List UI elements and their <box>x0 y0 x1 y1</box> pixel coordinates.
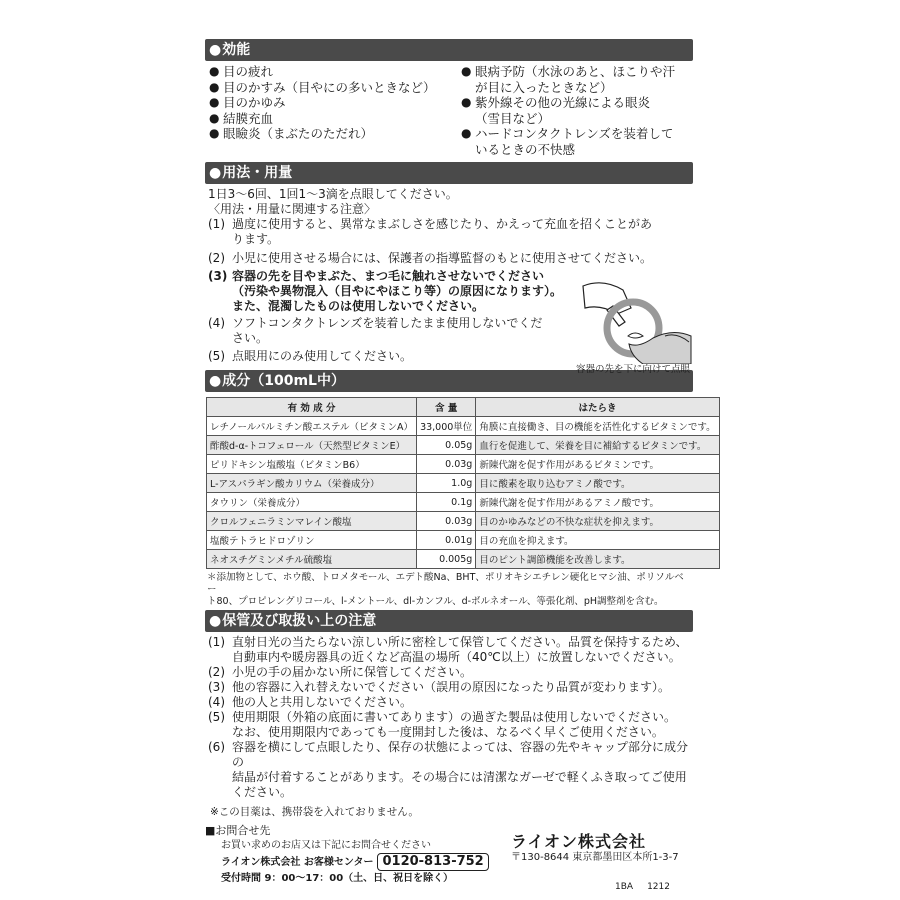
eye-drop-icon <box>573 278 693 364</box>
storage-note: (1) 直射日光の当たらない涼しい所に密栓して保管してください。品質を保持するため、 自動車内や暖房器具の近くなど高温の場所（40℃以上）に放置しないでください。 <box>208 635 688 664</box>
ingredient-effect: 目の充血を抑えます。 <box>476 531 719 550</box>
contact-hours: 受付時間 9：00～17：00（土、日、祝日を除く） <box>221 873 454 884</box>
efficacy-item: ● 目の疲れ <box>209 64 461 80</box>
ingredient-amount: 0.005g <box>417 550 476 569</box>
column-header: 含 量 <box>417 398 476 417</box>
ingredients-header: ● 成分（100mL中） <box>205 370 693 392</box>
storage-note: (5) 使用期限（外箱の底面に書いてあります）の過ぎた製品は使用しないでください。 なお、使用期限内であっても一度開封した後は、なるべく早くご使用ください。 <box>208 710 677 739</box>
contact-block <box>205 832 693 898</box>
table-row <box>207 512 720 531</box>
phone-number: 0120-813-752 <box>377 853 488 871</box>
contact-center: ライオン株式会社 お客様センター 0120-813-752 <box>221 853 489 871</box>
table-row <box>207 531 720 550</box>
ingredient-effect: 新陳代謝を促す作用があるアミノ酸です。 <box>476 493 719 512</box>
ingredient-effect: 目のかゆみなどの不快な症状を抑えます。 <box>476 512 719 531</box>
table-row <box>207 455 720 474</box>
product-codes: 1BA 1212 <box>615 882 670 892</box>
column-header: 有 効 成 分 <box>207 398 417 417</box>
contact-instruction: お買い求めのお店又は下記にお問合せください <box>221 840 431 851</box>
ingredient-amount: 0.01g <box>417 531 476 550</box>
efficacy-right-column <box>461 64 693 157</box>
dosage-note: (1) 過度に使用すると、異常なまぶしさを感じたり、かえって充血を招くことがあ ります。 <box>208 217 653 246</box>
storage-note: (6) 容器を横にして点眼したり、保存の状態によっては、容器の先やキャップ部分に成分の 結晶が付着することがあります。その場合には清潔なガーゼで軽くふき取ってご使用 ください。 <box>208 740 689 799</box>
dosage-note: (2) 小児に使用させる場合には、保護者の指導監督のもとに使用させてください。 <box>208 251 653 265</box>
ingredient-amount: 0.03g <box>417 512 476 531</box>
storage-note: (2) 小児の手の届かない所に保管してください。 <box>208 665 473 679</box>
ingredient-name: L-アスパラギン酸カリウム（栄養成分） <box>207 474 417 493</box>
ingredient-effect: 目のピント調節機能を改善します。 <box>476 550 719 569</box>
ingredient-amount: 0.05g <box>417 436 476 455</box>
dosage-section <box>205 187 693 375</box>
ingredient-name: 塩酸テトラヒドロゾリン <box>207 531 417 550</box>
table-row <box>207 436 720 455</box>
company-info <box>511 834 679 866</box>
dosage-header: ● 用法・用量 <box>205 162 693 184</box>
ingredient-name: ピリドキシン塩酸塩（ビタミンB6） <box>207 455 417 474</box>
column-header: はたらき <box>476 398 719 417</box>
table-row <box>207 493 720 512</box>
table-header-row <box>207 398 720 417</box>
table-row <box>207 474 720 493</box>
efficacy-item: ● 結膜充血 <box>209 111 461 127</box>
table-row <box>207 550 720 569</box>
ingredient-name: タウリン（栄養成分） <box>207 493 417 512</box>
dosage-note-warning: (3) 容器の先を目やまぶた、まつ毛に触れさせないでください （汚染や異物混入（目やにやほこり等）の原因になります）。 また、混濁したものは使用しないでください。 <box>208 269 563 313</box>
ingredient-effect: 目に酸素を取り込むアミノ酸です。 <box>476 474 719 493</box>
table-row <box>207 417 720 436</box>
efficacy-item: ● 眼瞼炎（まぶたのただれ） <box>209 126 461 142</box>
storage-section <box>205 635 693 819</box>
dosage-note: (4) ソフトコンタクトレンズを装着したまま使用しないでくだ さい。 <box>208 316 543 345</box>
efficacy-list <box>205 64 693 157</box>
ingredient-name: 酢酸d-α-トコフェロール（天然型ビタミンE） <box>207 436 417 455</box>
ingredient-amount: 0.1g <box>417 493 476 512</box>
efficacy-left-column <box>209 64 461 157</box>
efficacy-item: ● ハードコンタクトレンズを装着して いるときの不快感 <box>461 126 693 157</box>
ingredient-amount: 0.03g <box>417 455 476 474</box>
ingredient-effect: 角膜に直接働き、目の機能を活性化するビタミンです。 <box>476 417 719 436</box>
efficacy-item: ● 眼病予防（水泳のあと、ほこりや汗 が目に入ったときなど） <box>461 64 693 95</box>
storage-header: ● 保管及び取扱い上の注意 <box>205 610 693 632</box>
ingredient-name: レチノールパルミチン酸エステル（ビタミンA） <box>207 417 417 436</box>
storage-note: (3) 他の容器に入れ替えないでください（誤用の原因になったり品質が変わります）。 <box>208 680 671 694</box>
efficacy-item: ● 目のかゆみ <box>209 95 461 111</box>
ingredients-table <box>206 397 720 569</box>
efficacy-header: ● 効能 <box>205 39 693 61</box>
bag-note: ※この目薬は、携帯袋を入れておりません。 <box>210 806 419 818</box>
ingredient-amount: 33,000単位 <box>417 417 476 436</box>
ingredient-effect: 血行を促進して、栄養を目に補給するビタミンです。 <box>476 436 719 455</box>
eye-drop-illustration <box>573 278 693 378</box>
storage-note: (4) 他の人と共用しないでください。 <box>208 695 413 709</box>
contact-title: ■お問合せ先 <box>205 824 271 837</box>
additives-note: ＊添加物として、ホウ酸、トロメタモール、エデト酸Na、BHT、ポリオキシエチレン硬化ヒマシ油、ポリソルベー ト80、プロピレングリコール、l-メントール、dl-カンフル、d-ボルネオール、等張化剤、pH調整剤を含む。 <box>207 572 684 607</box>
ingredient-effect: 新陳代謝を促す作用があるビタミンです。 <box>476 455 719 474</box>
efficacy-item: ● 目のかすみ（目やにの多いときなど） <box>209 80 461 96</box>
dosage-note: (5) 点眼用にのみ使用してください。 <box>208 349 413 363</box>
company-name: ライオン株式会社 <box>511 832 647 851</box>
dosage-sub: 〈用法・用量に関連する注意〉 <box>208 202 377 216</box>
package-insert <box>205 37 716 898</box>
efficacy-item: ● 紫外線その他の光線による眼炎 （雪目など） <box>461 95 693 126</box>
dosage-main: 1日3～6回、1回1～3滴を点眼してください。 <box>208 187 458 201</box>
ingredient-name: クロルフェニラミンマレイン酸塩 <box>207 512 417 531</box>
illustration-caption: 容器の先を下に向けて点眼 <box>575 364 690 375</box>
ingredient-amount: 1.0g <box>417 474 476 493</box>
contact-left <box>221 838 489 886</box>
company-address: 〒130-8644 東京都墨田区本所1-3-7 <box>511 852 679 863</box>
ingredient-name: ネオスチグミンメチル硫酸塩 <box>207 550 417 569</box>
